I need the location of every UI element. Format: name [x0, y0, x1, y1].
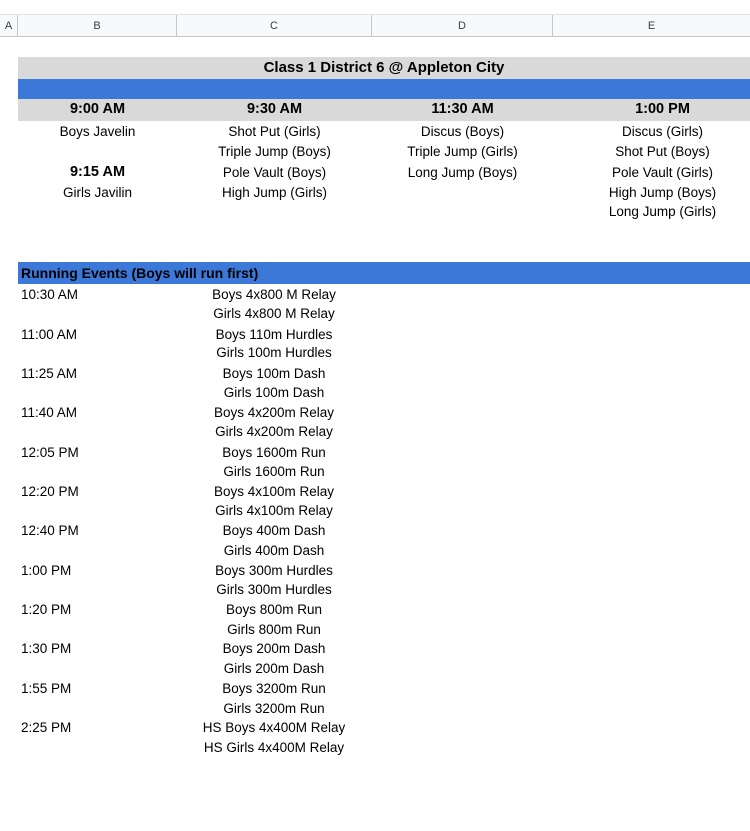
field-time-c[interactable]: 9:30 AM: [246, 101, 303, 117]
column-header-c[interactable]: C: [177, 15, 372, 37]
column-header-b[interactable]: B: [18, 15, 177, 37]
running-time[interactable]: 1:00 PM: [21, 563, 72, 578]
running-event-girls[interactable]: Girls 3200m Run: [223, 701, 325, 716]
running-time[interactable]: 1:20 PM: [21, 602, 72, 617]
column-header-a[interactable]: A: [0, 15, 18, 37]
toolbar-edge: [0, 0, 750, 15]
field-event[interactable]: Boys Javelin: [59, 124, 136, 139]
running-event-girls[interactable]: Girls 4x200m Relay: [215, 424, 333, 439]
running-event-boys[interactable]: Boys 4x200m Relay: [213, 405, 335, 420]
running-event-girls[interactable]: Girls 100m Dash: [223, 385, 325, 400]
field-event[interactable]: High Jump (Boys): [608, 185, 717, 200]
running-event-boys[interactable]: Boys 400m Dash: [222, 523, 326, 538]
running-event-boys[interactable]: Boys 3200m Run: [222, 681, 326, 696]
field-event[interactable]: Girls Javilin: [62, 185, 132, 200]
running-time[interactable]: 12:20 PM: [21, 484, 79, 499]
running-event-girls[interactable]: Girls 200m Dash: [223, 661, 325, 676]
running-time[interactable]: 1:55 PM: [21, 681, 72, 696]
running-event-girls[interactable]: Girls 4x800 M Relay: [213, 306, 335, 321]
blue-divider-row[interactable]: [18, 79, 750, 99]
running-event-girls[interactable]: Girls 800m Run: [227, 622, 321, 637]
running-event-boys[interactable]: Boys 1600m Run: [222, 445, 326, 460]
running-event-girls[interactable]: Girls 400m Dash: [223, 543, 325, 558]
running-time[interactable]: 11:00 AM: [21, 327, 78, 342]
field-event[interactable]: Pole Vault (Boys): [222, 165, 327, 180]
field-event[interactable]: Discus (Boys): [420, 124, 505, 139]
field-event[interactable]: Long Jump (Boys): [407, 165, 518, 180]
running-time[interactable]: 12:40 PM: [21, 523, 79, 538]
column-header-e[interactable]: E: [553, 15, 750, 37]
running-event-boys[interactable]: Boys 4x800 M Relay: [212, 287, 336, 302]
running-time[interactable]: 2:25 PM: [21, 720, 72, 735]
sheet-title[interactable]: Class 1 District 6 @ Appleton City: [18, 57, 750, 79]
running-event-boys[interactable]: Boys 200m Dash: [222, 641, 326, 656]
field-event[interactable]: High Jump (Girls): [221, 185, 327, 200]
running-event-boys[interactable]: Boys 300m Hurdles: [215, 563, 333, 578]
field-event[interactable]: Long Jump (Girls): [608, 204, 717, 219]
field-event[interactable]: Discus (Girls): [622, 124, 703, 139]
field-event[interactable]: Shot Put (Boys): [615, 144, 710, 159]
running-event-boys[interactable]: Boys 110m Hurdles: [215, 327, 333, 342]
running-event-boys[interactable]: Boys 100m Dash: [222, 366, 326, 381]
field-event[interactable]: Triple Jump (Girls): [407, 144, 518, 159]
running-event-boys[interactable]: Boys 800m Run: [225, 602, 323, 617]
field-event[interactable]: Pole Vault (Girls): [611, 165, 714, 180]
column-header-d[interactable]: D: [372, 15, 553, 37]
field-time-b2[interactable]: 9:15 AM: [69, 164, 126, 180]
running-events-header[interactable]: Running Events (Boys will run first): [18, 262, 750, 284]
running-event-girls[interactable]: Girls 4x100m Relay: [215, 503, 333, 518]
running-event-boys[interactable]: Boys 4x100m Relay: [213, 484, 335, 499]
running-event-girls[interactable]: Girls 100m Hurdles: [216, 345, 332, 360]
field-time-e[interactable]: 1:00 PM: [635, 101, 690, 117]
running-time[interactable]: 10:30 AM: [21, 287, 79, 302]
field-time-d[interactable]: 11:30 AM: [431, 101, 494, 117]
field-event[interactable]: Triple Jump (Boys): [218, 144, 331, 159]
running-event-girls[interactable]: HS Girls 4x400M Relay: [203, 740, 345, 755]
field-time-b[interactable]: 9:00 AM: [69, 101, 126, 117]
running-event-girls[interactable]: Girls 1600m Run: [223, 464, 325, 479]
running-time[interactable]: 11:25 AM: [21, 366, 78, 381]
running-time[interactable]: 1:30 PM: [21, 641, 72, 656]
running-time[interactable]: 12:05 PM: [21, 445, 79, 460]
field-event[interactable]: Shot Put (Girls): [228, 124, 321, 139]
running-event-girls[interactable]: Girls 300m Hurdles: [216, 582, 332, 597]
running-time[interactable]: 11:40 AM: [21, 405, 78, 420]
running-event-boys[interactable]: HS Boys 4x400M Relay: [202, 720, 346, 735]
